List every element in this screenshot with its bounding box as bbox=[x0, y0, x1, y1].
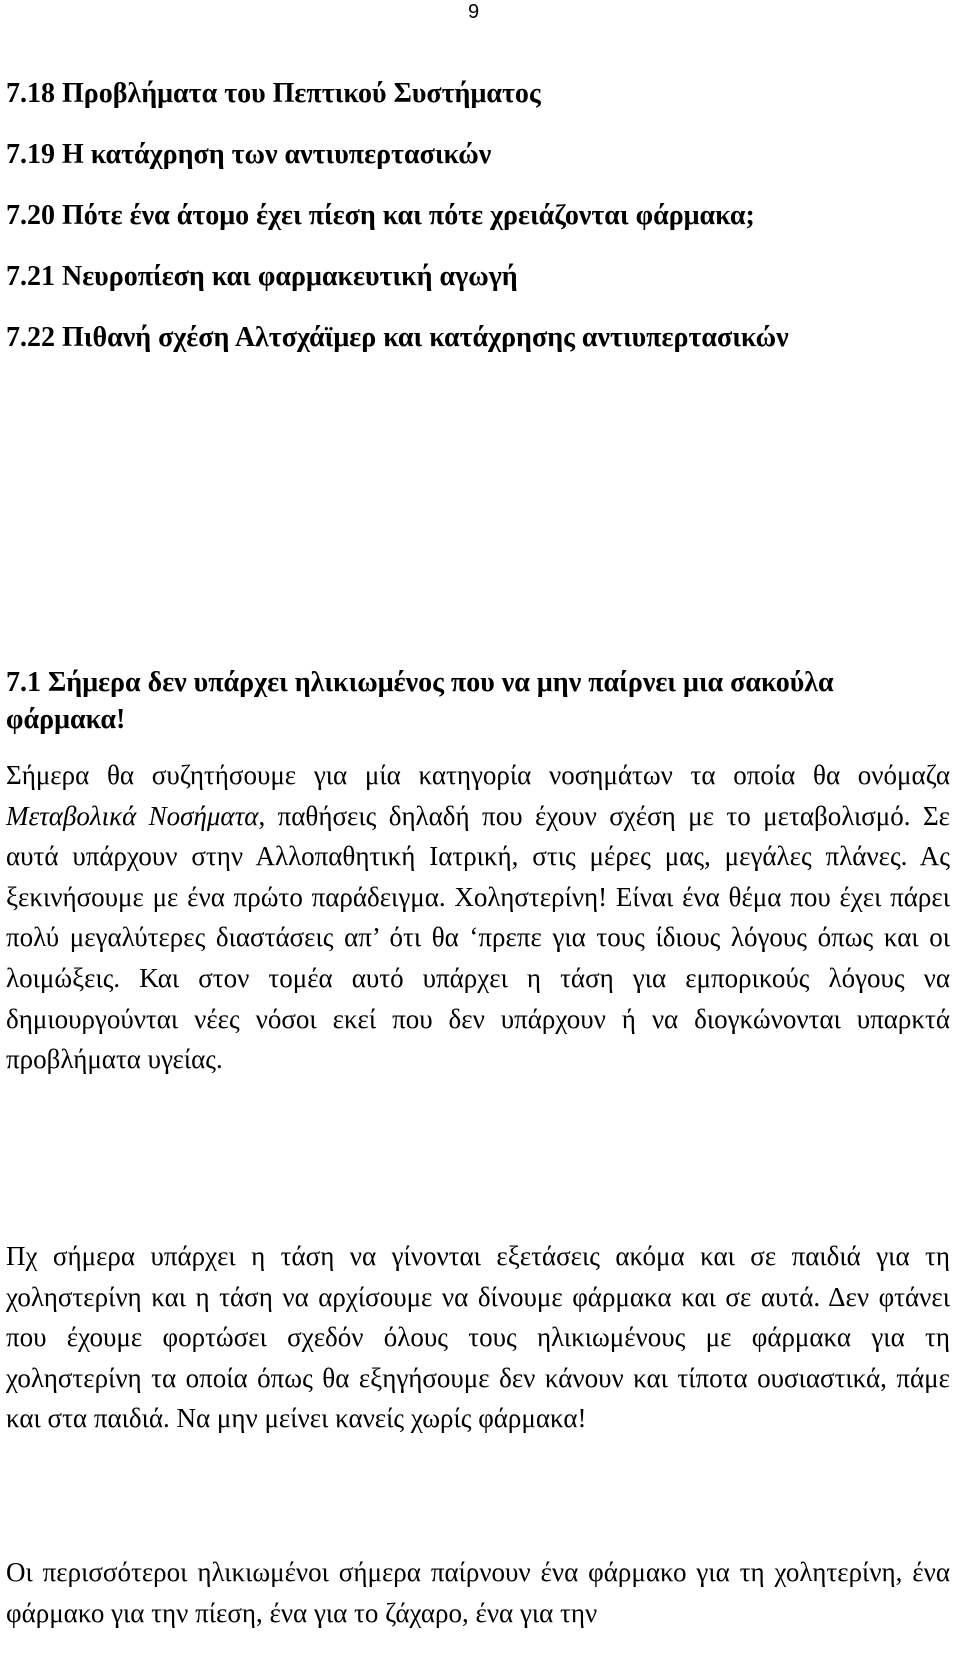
paragraph-1-italic-term: Μεταβολικά Νοσήματα bbox=[6, 800, 259, 831]
page-number: 9 bbox=[468, 1, 480, 23]
paragraph-1-text-start: Σήμερα θα συζητήσουμε για μία κατηγορία νοσημάτων τα οποία θα ονόμαζα bbox=[6, 760, 950, 790]
paragraph-1-text-end: , παθήσεις δηλαδή που έχουν σχέση με το μεταβολισμό. Σε αυτά υπάρχουν στην Αλλοπαθητική Ιατρική, στις μέρες μας, μεγάλες πλάνες. Ας ξεκινήσουμε με ένα πρώτο παράδειγμα. Χοληστερίνη! Είναι ένα θέμα που έχει πάρει πολύ μεγαλύτερες διαστάσεις απ’ ότι θα ‘πρεπε για τους ίδιους λόγους όπως και οι λοιμώξεις. Και στον τομέα αυτό υπάρχει η τάση για εμπορικούς λόγους να δημιουργούνται νέες νόσοι εκεί που δεν υπάρχουν ή να διογκώνονται υπαρκτά προβλήματα υγείας. bbox=[6, 800, 950, 1075]
body-paragraph-1 bbox=[6, 755, 950, 1080]
toc-item-7-22: 7.22 Πιθανή σχέση Αλτσχάϊμερ και κατάχρησης αντιυπερτασικών bbox=[6, 322, 789, 353]
section-heading: 7.1 Σήμερα δεν υπάρχει ηλικιωμένος που να μην παίρνει μια σακούλα φάρμακα! bbox=[6, 667, 834, 735]
toc-item-7-21: 7.21 Νευροπίεση και φαρμακευτική αγωγή bbox=[6, 261, 518, 292]
toc-item-7-20: 7.20 Πότε ένα άτομο έχει πίεση και πότε χρειάζονται φάρμακα; bbox=[6, 200, 755, 231]
body-paragraph-2: Πχ σήμερα υπάρχει η τάση να γίνονται εξετάσεις ακόμα και σε παιδιά για τη χοληστερίνη και η τάση να αρχίσουμε να δίνουμε φάρμακα και σε αυτά. Δεν φτάνει που έχουμε φορτώσει σχεδόν όλους τους ηλικιωμένους με φάρμακα για τη χοληστερίνη τα οποία όπως θα εξηγήσουμε δεν κάνουν και τίποτα ουσιαστικά, πάμε και στα παιδιά. Να μην μείνει κανείς χωρίς φάρμακα! bbox=[6, 1241, 950, 1434]
toc-item-7-19: 7.19 Η κατάχρηση των αντιυπερτασικών bbox=[6, 139, 492, 170]
table-of-contents bbox=[6, 76, 946, 381]
toc-item-7-18: 7.18 Προβλήματα του Πεπτικού Συστήματος bbox=[6, 78, 541, 109]
body-paragraph-3: Οι περισσότεροι ηλικιωμένοι σήμερα παίρνουν ένα φάρμακο για τη χολητερίνη, ένα φάρμακο για την πίεση, ένα για το ζάχαρο, ένα για την bbox=[6, 1557, 950, 1628]
